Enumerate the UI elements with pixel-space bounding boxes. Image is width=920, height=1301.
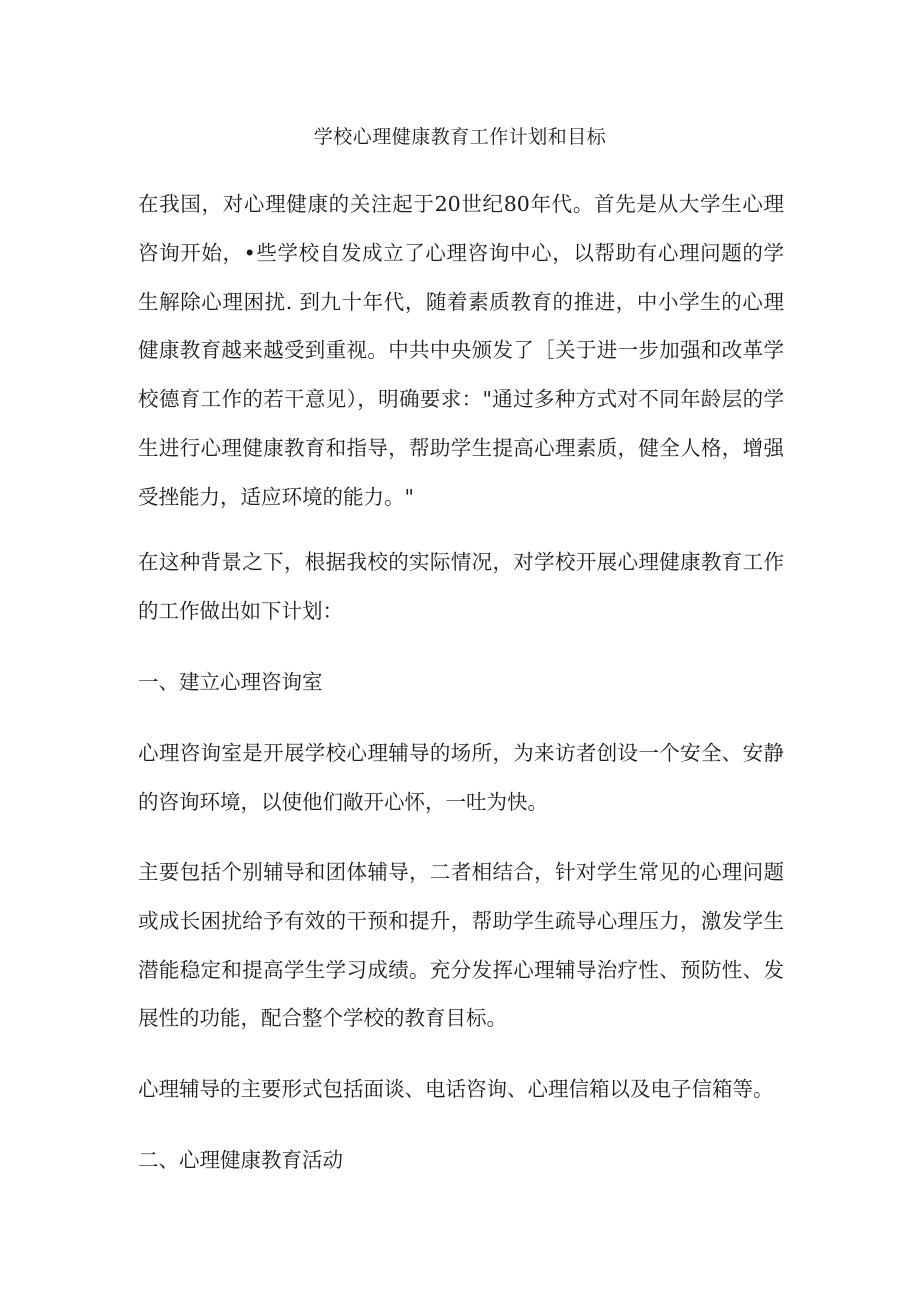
section-heading-2: 二、心理健康教育活动 <box>138 1148 343 1172</box>
section-heading-1: 一、建立心理咨询室 <box>138 670 323 694</box>
paragraph-counseling-content: 主要包括个别辅导和团体辅导，二者相结合，针对学生常见的心理问题或成长困扰给予有效的干预和提升，帮助学生疏导心理压力，激发学生潜能稳定和提高学生学习成绩。充分发挥心理辅导治疗性、预防性、发展性的功能，配合整个学校的教育目标。 <box>138 860 784 1031</box>
paragraph-counseling-forms: 心理辅导的主要形式包括面谈、电话咨询、心理信箱以及电子信箱等。 <box>138 1077 774 1101</box>
paragraph-background: 在我国，对心理健康的关注起于20世纪80年代。首先是从大学生心理咨询开始，•些学校自发成立了心理咨询中心，以帮助有心理问题的学生解除心理困扰. 到九十年代，随着素质教育的推进，中小学生的心理健康教育越来越受到重视。中共中央颁发了［关于进一步加强和改革学校德育工作的若干意见），明确要求："通过多种方式对不同年龄层的学生进行心理健康教育和指导，帮助学生提高心理素质，健全人格，增强受挫能力，适应环境的能力。" <box>138 192 784 509</box>
paragraph-counseling-room: 心理咨询室是开展学校心理辅导的场所，为来访者创设一个安全、安静的咨询环境，以使他们敞开心怀，一吐为快。 <box>138 741 784 814</box>
paragraph-plan-intro: 在这种背景之下，根据我校的实际情况，对学校开展心理健康教育工作的工作做出如下计划： <box>138 550 784 623</box>
document-title: 学校心理健康教育工作计划和目标 <box>313 126 607 148</box>
